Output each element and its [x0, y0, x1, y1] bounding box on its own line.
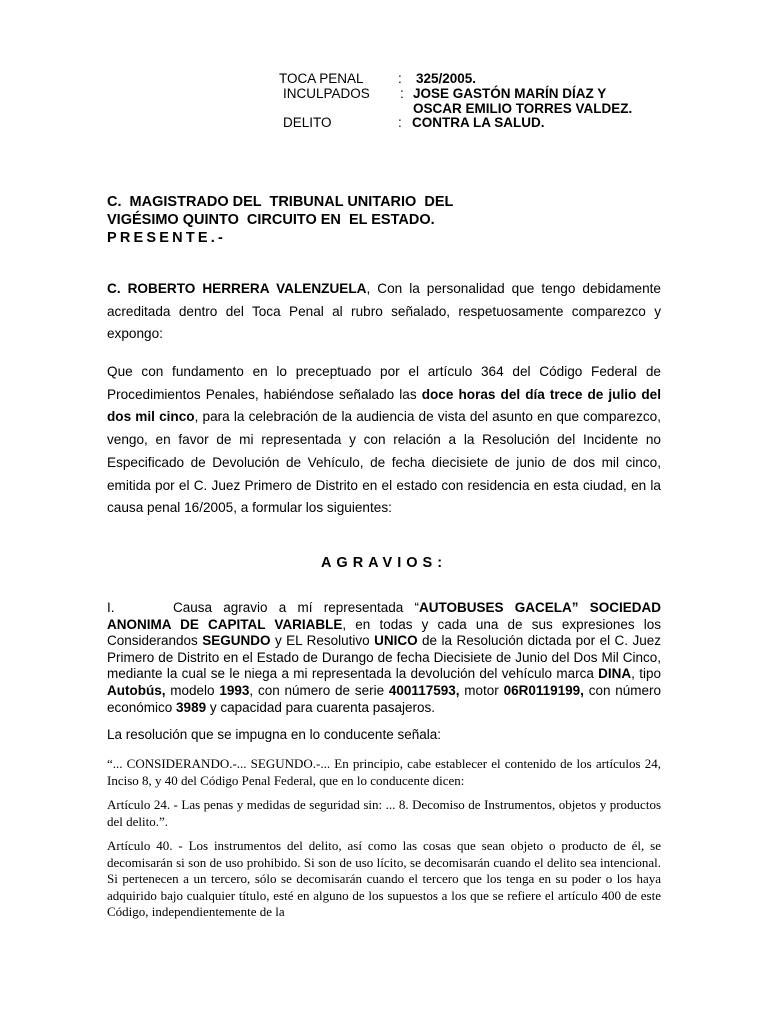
- agravio-number: I.: [107, 600, 115, 615]
- intro-paragraph: [107, 278, 661, 346]
- body-text-2: , para la celebración de la audiencia de vista del asunto en que comparezco, vengo, en favor de mi representada y con relación a la Resolución del Incidente no Especificado de Devolución de Vehículo, de fecha diecisiete de junio de dos mil cinco, emitida por el C. Juez Primero de Distrito en el estado con residencia en esta ciudad, en la causa penal 16/2005, a formular los siguientes:: [107, 409, 661, 516]
- resolutivo-ref: UNICO: [374, 633, 418, 649]
- considerando-ref: SEGUNDO: [202, 633, 271, 649]
- agravio-text: Causa agravio a mí representada “: [173, 600, 419, 615]
- quote-articulo-24: Artículo 24. - Las penas y medidas de seguridad sin: ... 8. Decomiso de Instrumentos, objetos y productos del delito.”.: [107, 797, 661, 829]
- addressee-line-1: C. MAGISTRADO DEL TRIBUNAL UNITARIO DEL: [107, 194, 454, 210]
- case-header: [0, 0, 768, 140]
- signer-name: C. ROBERTO HERRERA VALENZUELA: [107, 281, 367, 296]
- inculpados-value-2: OSCAR EMILIO TORRES VALDEZ.: [413, 101, 633, 116]
- toca-label: TOCA PENAL: [279, 71, 364, 86]
- hearing-date: doce horas del día trece de julio del dos mil cinco: [107, 386, 661, 425]
- toca-separator: :: [398, 71, 402, 86]
- toca-value: 325/2005.: [416, 71, 477, 86]
- agravio-text: con número económico: [107, 682, 662, 715]
- agravio-text: , tipo: [631, 666, 661, 682]
- agravio-text: y EL Resolutivo: [270, 633, 375, 649]
- agravio-text: , en todas y cada una de sus expresiones los Considerandos: [107, 616, 662, 649]
- inculpados-separator: :: [400, 86, 404, 101]
- vehicle-type: Autobús,: [107, 682, 166, 698]
- vehicle-motor: 06R0119199,: [503, 682, 584, 698]
- company-name: AUTOBUSES GACELA” SOCIEDAD ANONIMA DE CAPITAL VARIABLE: [107, 600, 661, 632]
- vehicle-serial: 400117593,: [388, 682, 460, 698]
- agravio-1-paragraph: [107, 600, 661, 716]
- vehicle-brand: DINA: [598, 666, 632, 682]
- addressee-line-2: VIGÉSIMO QUINTO CIRCUITO EN EL ESTADO.: [107, 212, 435, 228]
- vehicle-model: 1993: [219, 682, 250, 698]
- intro-text: , Con la personalidad que tengo debidamente acreditada dentro del Toca Penal al rubro señalado, respetuosamente comparezco y expongo:: [107, 281, 661, 342]
- inculpados-value-1: JOSE GASTÓN MARÍN DÍAZ Y: [413, 86, 607, 101]
- inculpados-label: INCULPADOS: [283, 86, 370, 101]
- agravio-text: modelo: [165, 682, 220, 698]
- delito-label: DELITO: [283, 115, 332, 130]
- section-title: AGRAVIOS:: [320, 555, 448, 571]
- quote-articulo-40: Artículo 40. - Los instrumentos del delito, así como las cosas que sean objeto o producto de él, se decomisarán si son de uso prohibido. Si son de uso lícito, se decomisarán cuando el delito sea intencional. Si pertenecen a un tercero, sólo se decomisarán cuando el tercero que los tenga en su poder o los haya adquirido bajo cualquier título, esté en alguno de los supuestos a los que se refiere el artículo 400 de este Código, independientemente de la: [107, 838, 661, 920]
- addressee-block: [107, 193, 453, 247]
- impugna-line: La resolución que se impugna en lo conducente señala:: [107, 727, 441, 742]
- delito-value: CONTRA LA SALUD.: [412, 115, 545, 130]
- vehicle-economic-number: 3989: [176, 699, 207, 715]
- agravio-text: motor: [459, 682, 504, 698]
- agravio-text: de la Resolución dictada por el C. Juez Primero de Distrito en el Estado de Durango de fecha Diecisiete de Junio del Dos Mil Cinco, mediante la cual se le niega a mi representada la devolución del vehículo marca: [107, 633, 662, 682]
- agravio-text: , con número de serie: [249, 682, 389, 698]
- body-paragraph: [107, 361, 661, 520]
- body-text-1: Que con fundamento en lo preceptuado por el artículo 364 del Código Federal de Procedimientos Penales, habiéndose señalado las: [107, 364, 661, 402]
- agravio-text: y capacidad para cuarenta pasajeros.: [206, 699, 435, 715]
- quote-considerando: “... CONSIDERANDO.-... SEGUNDO.-... En principio, cabe establecer el contenido de los artículos 24, Inciso 8, y 40 del Código Penal Federal, que en lo conducente dicen:: [107, 756, 661, 788]
- delito-separator: :: [398, 115, 402, 130]
- addressee-presente: PRESENTE.-: [107, 230, 227, 246]
